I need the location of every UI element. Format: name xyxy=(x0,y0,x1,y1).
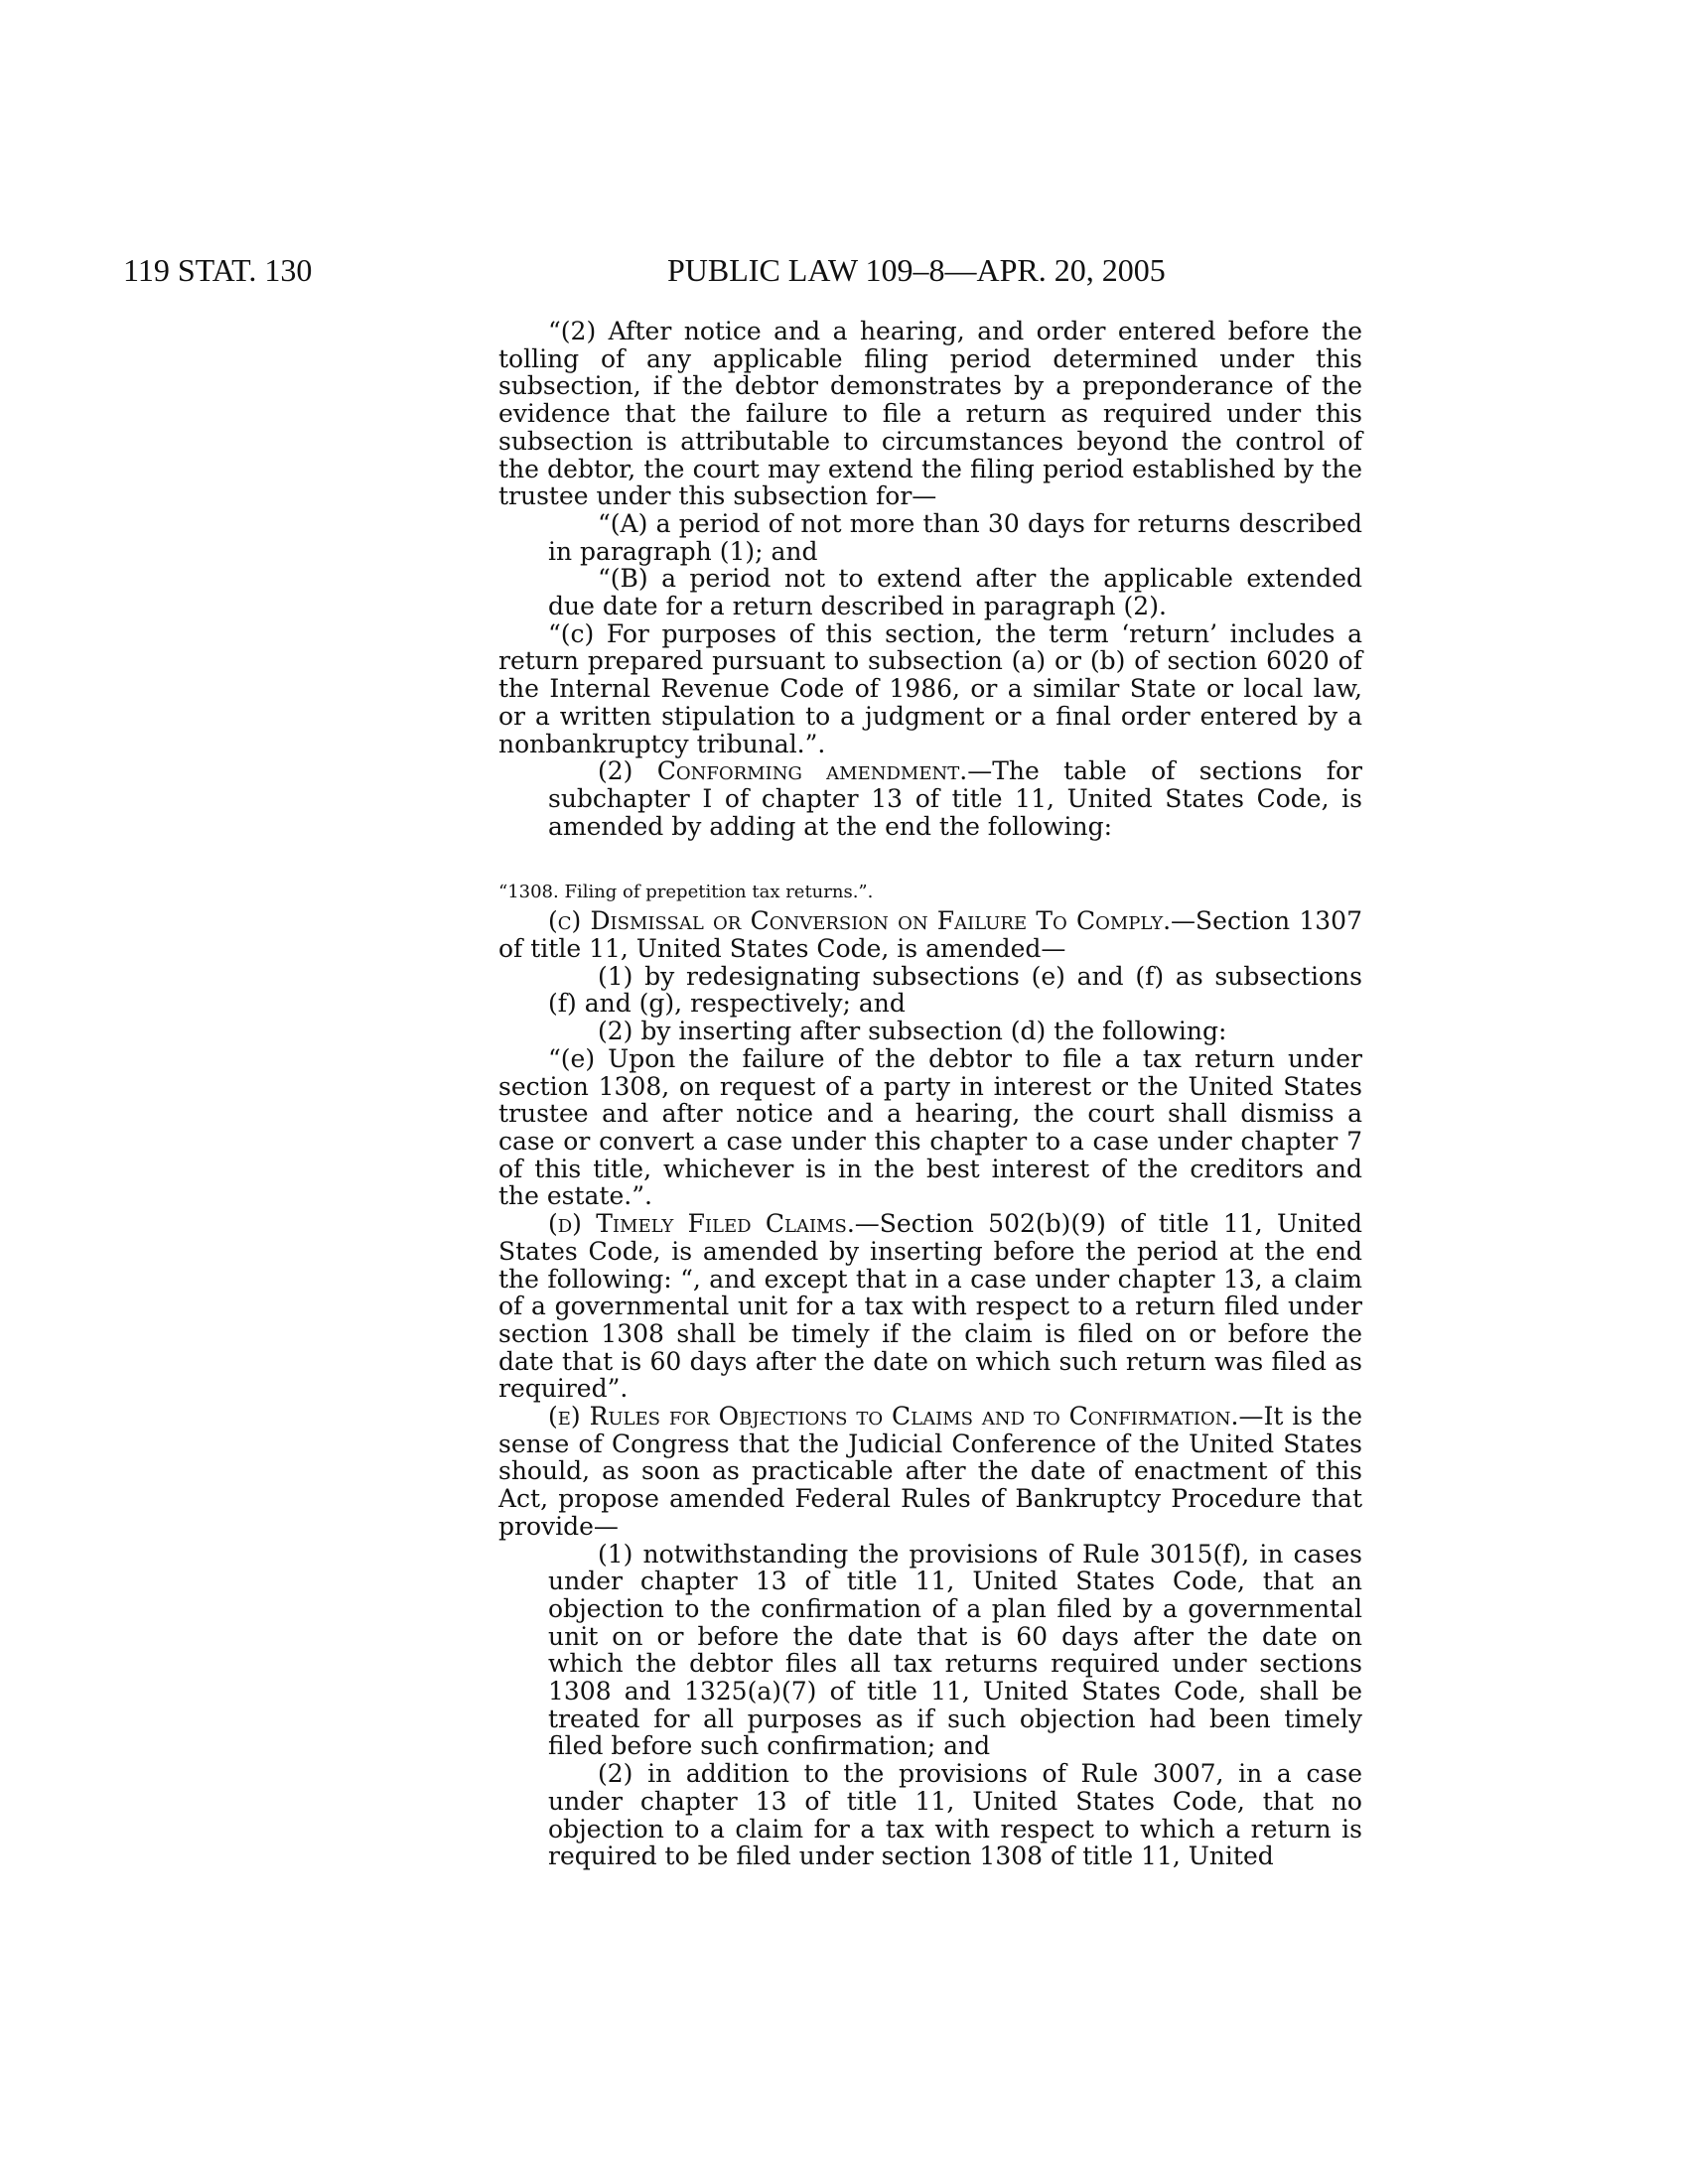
stat-page-number: 119 STAT. 130 xyxy=(123,252,313,288)
public-law-title: PUBLIC LAW 109–8—APR. 20, 2005 xyxy=(667,252,1166,288)
subsection-e-rules-for-objections xyxy=(498,1403,1362,1541)
subsection-d-timely-filed-claims xyxy=(498,1210,1362,1403)
dismissal-text: —Section 1307 of title 11, United States Code, is amended— xyxy=(498,906,1362,964)
item-rule-3007: (2) in addition to the provisions of Rule 3007, in a case under chapter 13 of title 11, United States Code, that no objection to a claim for a tax with respect to which a return is required to be filed under section 1308 of title 11, United xyxy=(548,1759,1362,1871)
item-inserting: (2) by inserting after subsection (d) the following: xyxy=(598,1017,1227,1046)
dismissal-heading: (c) Dismissal or Conversion on Failure To Comply. xyxy=(548,906,1172,936)
conforming-amendment-heading: (2) Conforming amendment. xyxy=(598,756,968,786)
conforming-amendment-text: —The table of sections for subchapter I of chapter 13 of title 11, United States Code, is amended by adding at the end the following: xyxy=(548,756,1362,841)
inserted-subsection-e: “(e) Upon the failure of the debtor to file a tax return under section 1308, on request of a party in interest or the United States trustee and after notice and a hearing, the court shall dismiss a case or convert a case under this chapter to a case under chapter 7 of this title, whichever is in the best interest of the creditors and the estate.”. xyxy=(498,1043,1362,1211)
timely-filed-claims-text: —Section 502(b)(9) of title 11, United States Code, is amended by inserting before the period at the end the following: “, and except that in a case under chapter 13, a claim of a governmental unit for a tax with respect to a return filed under section 1308 shall be timely if the claim is filed on or before the date that is 60 days after the date on which such return was filed as required”. xyxy=(498,1209,1362,1404)
page-header xyxy=(123,250,1374,290)
subsection-c-return-definition: “(c) For purposes of this section, the term ‘return’ includes a return prepared pursuant to subsection (a) or (b) of section 6020 of the Internal Revenue Code of 1986, or a similar State or local law, or a written stipulation to a judgment or a final order entered by a nonbankruptcy tribunal.”. xyxy=(498,618,1362,758)
conforming-amendment-paragraph xyxy=(498,757,1362,840)
rules-for-objections-heading: (e) Rules for Objections to Claims and to Confirmation. xyxy=(548,1402,1239,1432)
timely-filed-claims-heading: (d) Timely Filed Claims. xyxy=(548,1209,855,1239)
subparagraph-a: “(A) a period of not more than 30 days for returns described in paragraph (1); and xyxy=(548,508,1362,566)
table-of-sections-entry: “1308. Filing of prepetition tax returns.”. xyxy=(498,882,874,903)
paragraph-extension-of-filing-period: “(2) After notice and a hearing, and order entered before the tolling of any applicable filing period determined under this subsection, if the debtor demonstrates by a preponderance of the evidence that the failure to file a return as required under this subsection is attributable to circumstances beyond the control of the debtor, the court may extend the filing period established by the trustee under this subsection for— xyxy=(498,317,1362,511)
rules-for-objections-text: —It is the sense of Congress that the Judicial Conference of the United States should, as soon as practicable after the date of enactment of this Act, propose amended Federal Rules of Bankruptcy Procedure that provide— xyxy=(498,1402,1362,1541)
subsection-c-dismissal xyxy=(498,907,1362,962)
item-rule-3015f: (1) notwithstanding the provisions of Rule 3015(f), in cases under chapter 13 of title 11, United States Code, that an objection to the confirmation of a plan filed by a governmental unit on or before the date that is 60 days after the date on which the debtor files all tax returns required under sections 1308 and 1325(a)(7) of title 11, United States Code, shall be treated for all purposes as if such objection had been timely filed before such confirmation; and xyxy=(548,1539,1362,1761)
subparagraph-b: “(B) a period not to extend after the applicable extended due date for a return described in paragraph (2). xyxy=(548,564,1362,621)
item-redesignating: (1) by redesignating subsections (e) and (f) as subsections (f) and (g), respectively; and xyxy=(548,961,1362,1019)
statute-text xyxy=(498,318,1362,1870)
